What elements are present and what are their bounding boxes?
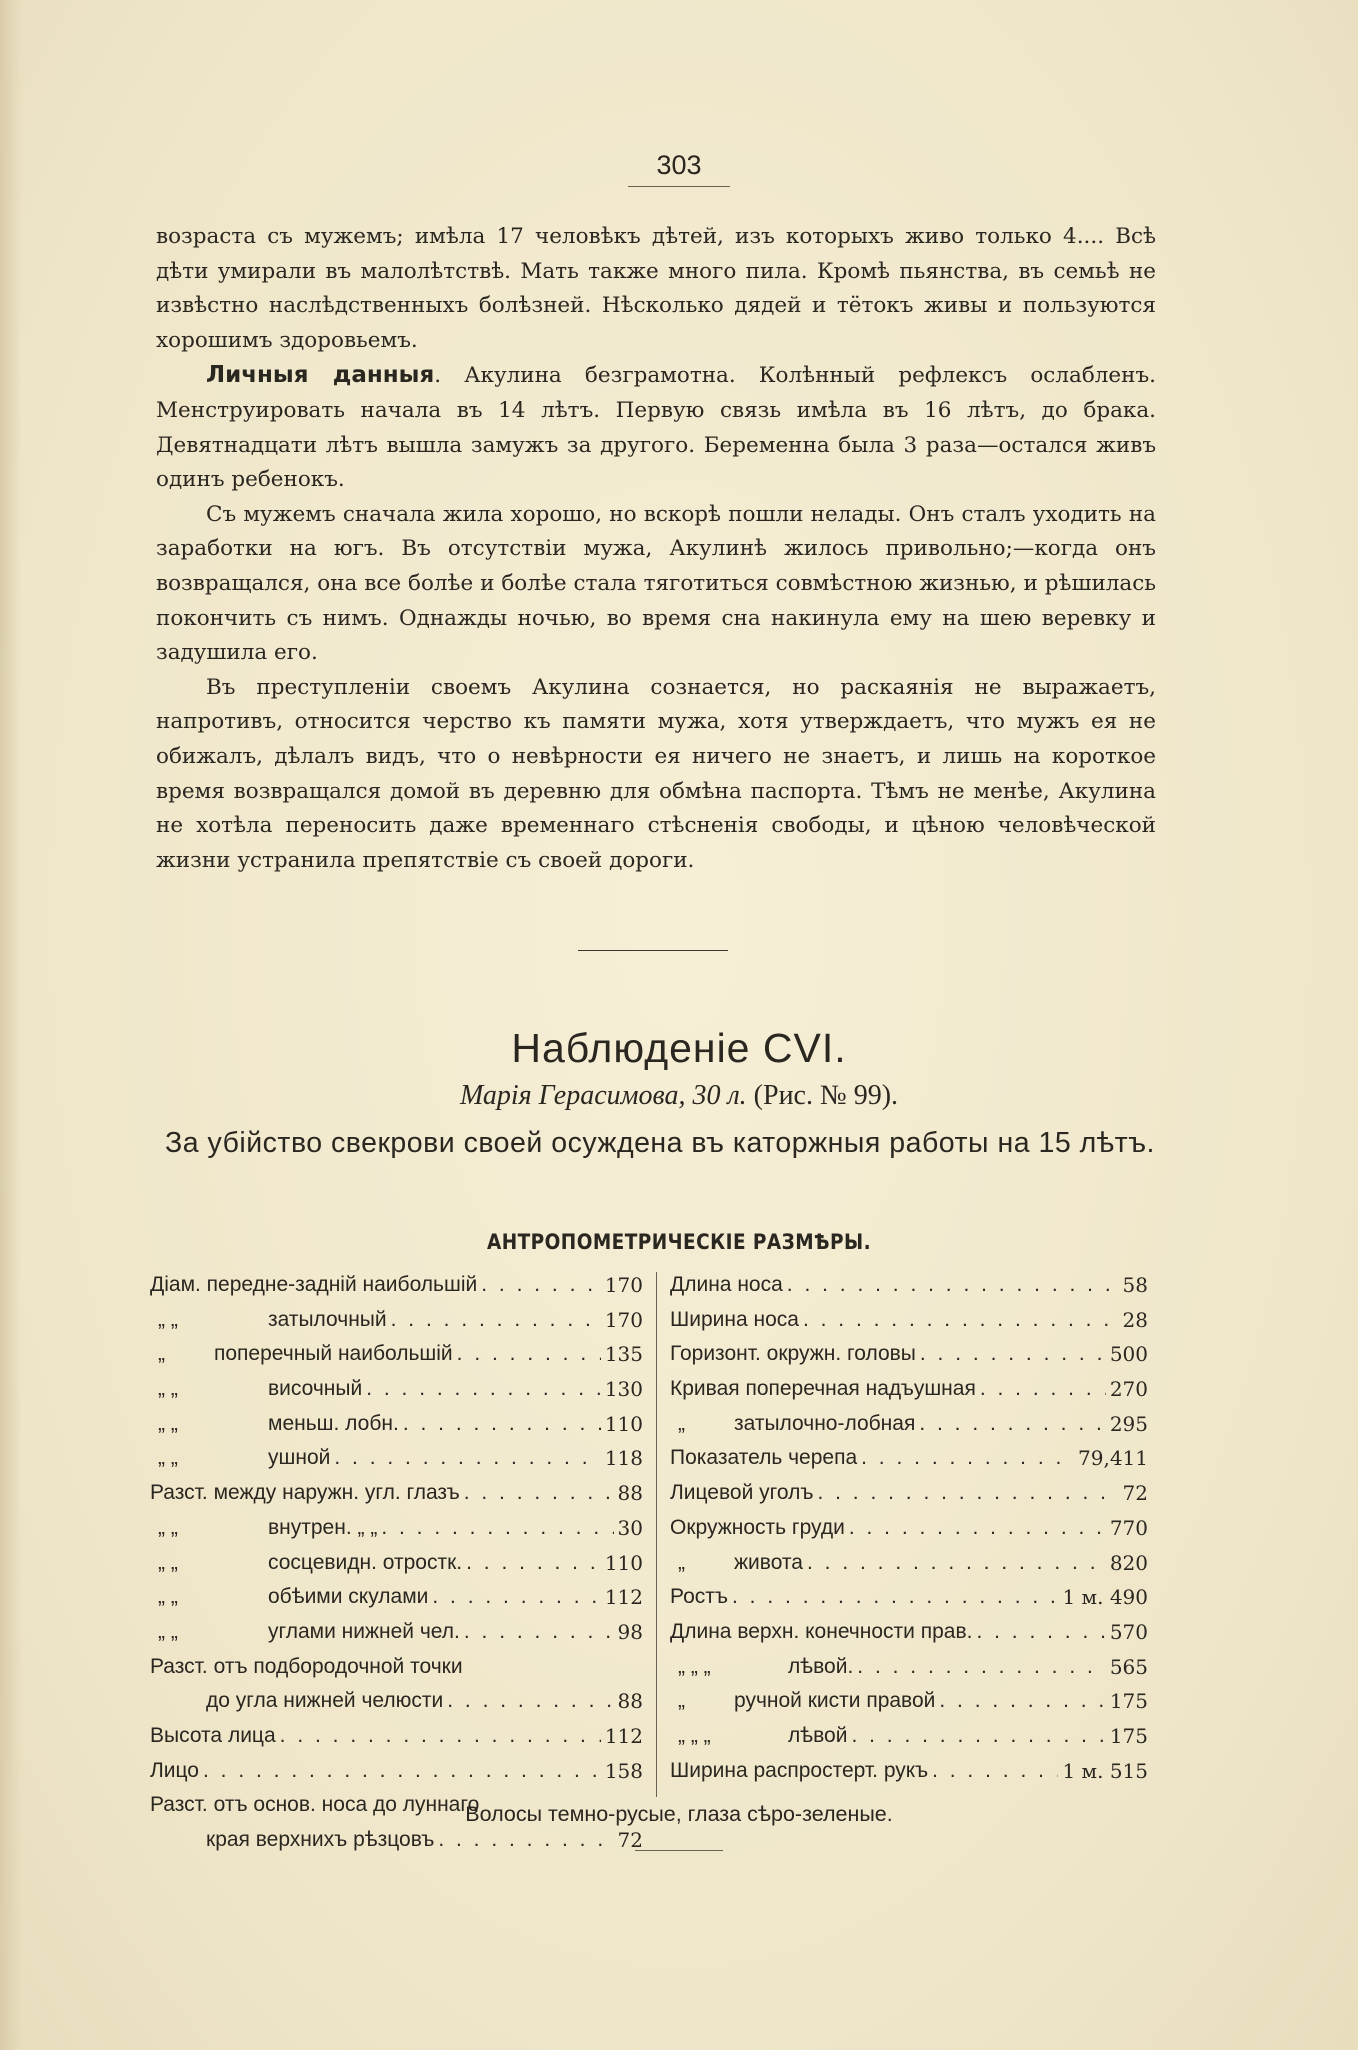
paragraph-1 — [156, 220, 1156, 358]
measurement-label-text: Ширина распростерт. рукъ — [670, 1758, 929, 1782]
measurement-row — [670, 1476, 1148, 1511]
leader-dots — [466, 1546, 601, 1581]
measurement-value: 170 — [604, 1307, 643, 1332]
paragraph-4-text: Въ преступленіи своемъ Акулина сознается, но раскаянія не выражаетъ, напротивъ, относится черство къ памяти мужа, хотя утверждаетъ, что мужъ ея не обижалъ, дѣлалъ видъ, что о невѣрности ея ничего не знаетъ, и лишь на короткое время возвращался домой въ деревню для обмѣна паспорта. Тѣмъ не менѣе, Акулина не хотѣла переносить даже временнаго стѣсненія свободы, и цѣною человѣческой жизни устранила препятствіе съ своей дороги. — [156, 674, 1156, 873]
ditto-mark: „ „ — [158, 1446, 178, 1470]
ditto-mark: „ — [678, 1411, 685, 1435]
measurement-label — [670, 1441, 857, 1476]
measurement-value: 110 — [604, 1550, 643, 1575]
measurement-label-text: Показатель черепа — [670, 1446, 858, 1470]
measurement-label — [670, 1684, 935, 1719]
measurement-label — [670, 1580, 728, 1615]
measurement-label-text: Окружность груди — [670, 1515, 845, 1539]
measurement-row — [670, 1268, 1148, 1303]
measurement-label-text: Ширина носа — [670, 1307, 799, 1331]
measurements-right-column — [670, 1268, 1148, 1788]
subject-name: Марія Герасимова, 30 л. — [459, 1080, 747, 1111]
measurement-label-text: поперечный наибольшій — [214, 1342, 453, 1366]
column-divider — [656, 1272, 657, 1797]
measurement-row — [150, 1650, 643, 1685]
paragraph-2-text: . Акулина безграмотна. Колѣнный рефлексъ ослабленъ. Менструировать начала въ 14 лѣтъ. Первую связь имѣла въ 16 лѣтъ, до брака. Девятнадцати лѣтъ вышла замужъ за другого. Беременна была 3 раза—остался живъ одинъ ребенокъ. — [156, 363, 1156, 493]
leader-dots — [857, 1650, 1106, 1685]
measurement-value: 270 — [1109, 1377, 1148, 1402]
measurement-label — [670, 1546, 803, 1581]
end-rule — [635, 1850, 723, 1851]
measurement-value: 88 — [617, 1481, 643, 1506]
leader-dots — [932, 1754, 1058, 1789]
measurement-row — [150, 1823, 643, 1858]
leader-dots — [432, 1580, 600, 1615]
leader-dots — [381, 1511, 613, 1546]
measurement-label-text: затылочно-лобная — [734, 1411, 916, 1435]
ditto-mark: „ „ — [158, 1585, 178, 1609]
measurement-label-text: ушной — [268, 1446, 331, 1470]
measurement-row — [670, 1337, 1148, 1372]
leader-dots — [849, 1511, 1106, 1546]
measurement-row — [150, 1337, 643, 1372]
measurement-label — [150, 1303, 387, 1338]
measurement-row — [670, 1407, 1148, 1442]
measurement-row — [670, 1441, 1148, 1476]
leader-dots — [447, 1684, 613, 1719]
leader-dots — [851, 1719, 1105, 1754]
measurement-row — [670, 1546, 1148, 1581]
measurement-label — [150, 1337, 453, 1372]
measurement-label — [150, 1441, 330, 1476]
measurement-row — [150, 1372, 643, 1407]
paragraph-3 — [156, 498, 1156, 671]
measurement-row — [670, 1684, 1148, 1719]
measurement-value: 175 — [1109, 1689, 1148, 1714]
leader-dots — [803, 1303, 1119, 1338]
measurement-value: 72 — [617, 1828, 643, 1852]
measurement-label-text: ручной кисти правой — [734, 1689, 936, 1713]
leader-dots — [481, 1268, 601, 1303]
measurement-label — [670, 1303, 799, 1338]
leader-dots — [464, 1476, 614, 1511]
measurement-row — [150, 1615, 643, 1650]
subject-figure-ref: (Рис. № 99). — [753, 1080, 899, 1111]
measurement-value: 112 — [604, 1585, 643, 1610]
measurement-label-text: сосцевидн. отростк. — [268, 1550, 463, 1574]
measurement-label — [150, 1580, 428, 1615]
measurement-label — [670, 1615, 972, 1650]
measurement-value: 130 — [604, 1377, 643, 1402]
measurement-label — [150, 1372, 362, 1407]
measurement-label — [150, 1546, 462, 1581]
measurement-row — [670, 1372, 1148, 1407]
measurements-footnote: Волосы темно-русые, глаза сѣро-зеленые. — [465, 1802, 893, 1826]
measurement-value: 175 — [1109, 1723, 1148, 1748]
leader-dots — [391, 1303, 601, 1338]
measurement-row — [150, 1719, 643, 1754]
measurement-label — [670, 1268, 783, 1303]
measurement-row — [150, 1511, 643, 1546]
measurement-label — [670, 1511, 845, 1546]
measurement-label-text: лѣвой — [788, 1723, 848, 1747]
measurement-row — [150, 1476, 643, 1511]
section-divider — [578, 950, 728, 951]
measurement-label — [150, 1719, 276, 1754]
measurement-value: 58 — [1122, 1273, 1148, 1297]
measurement-label-text: Разст. отъ основ. носа до луннаго — [150, 1793, 480, 1817]
measurement-label-text: обѣими скулами — [268, 1585, 429, 1609]
measurement-row — [670, 1303, 1148, 1338]
measurement-label-text: до угла нижней челюсти — [206, 1689, 444, 1713]
measurement-label — [670, 1719, 847, 1754]
measurement-row — [150, 1580, 643, 1615]
leader-dots — [976, 1615, 1105, 1650]
measurement-value: 135 — [604, 1342, 643, 1367]
measurement-row — [150, 1754, 643, 1789]
measurement-label-text: Кривая поперечная надъушная — [670, 1377, 976, 1401]
leader-dots — [203, 1754, 601, 1789]
observation-sentence: За убійство свекрови своей осуждена въ каторжныя работы на 15 лѣтъ. — [165, 1127, 1155, 1159]
leader-dots — [403, 1407, 601, 1442]
measurement-label — [150, 1650, 463, 1685]
paragraph-4 — [156, 671, 1156, 879]
leader-dots — [280, 1719, 601, 1754]
measurement-label — [670, 1650, 853, 1685]
leader-dots — [787, 1268, 1119, 1303]
measurement-value: 570 — [1109, 1619, 1148, 1644]
measurement-value: 118 — [604, 1446, 643, 1471]
measurement-label — [670, 1754, 928, 1789]
leader-dots — [861, 1441, 1074, 1476]
leader-dots — [438, 1823, 613, 1858]
measurement-value: 565 — [1109, 1654, 1148, 1679]
measurement-label — [670, 1407, 915, 1442]
ditto-mark: „ „ — [158, 1550, 178, 1574]
measurement-label — [150, 1754, 199, 1789]
measurement-row — [150, 1441, 643, 1476]
paragraph-2-lead: Личныя данныя — [206, 362, 435, 389]
measurement-label-text: височный — [268, 1377, 363, 1401]
measurement-label — [670, 1372, 976, 1407]
measurement-row — [670, 1754, 1148, 1789]
measurement-label-text: Лицо — [150, 1758, 199, 1782]
measurement-label — [670, 1337, 916, 1372]
measurement-value: 98 — [617, 1619, 643, 1644]
leader-dots — [366, 1372, 601, 1407]
measurement-label-text: лѣвой. — [788, 1654, 854, 1678]
measurement-label-text: углами нижней чел. — [268, 1619, 460, 1643]
measurement-row — [670, 1650, 1148, 1685]
measurement-row — [670, 1615, 1148, 1650]
measurement-label-text: Лицевой уголъ — [670, 1481, 814, 1505]
ditto-mark: „ „ — [158, 1619, 178, 1643]
measurement-label-text: Длина верхн. конечности прав. — [670, 1619, 973, 1643]
observation-title: Наблюденіе CVI. — [511, 1025, 847, 1071]
leader-dots — [919, 1407, 1105, 1442]
measurement-value: 820 — [1109, 1550, 1148, 1575]
measurement-value: 110 — [604, 1411, 643, 1436]
measurement-label-text: края верхнихъ рѣзцовъ — [206, 1828, 435, 1851]
measurement-label-text: внутрен. „ „ — [268, 1515, 378, 1539]
measurement-value: 170 — [604, 1273, 643, 1297]
ditto-mark: „ „ „ — [678, 1654, 711, 1678]
measurement-label — [150, 1823, 434, 1858]
ditto-mark: „ — [678, 1550, 685, 1574]
measurement-label-text: затылочный — [268, 1307, 387, 1331]
paragraph-2 — [156, 358, 1156, 497]
measurement-row — [150, 1268, 643, 1303]
leader-dots — [920, 1337, 1106, 1372]
measurement-label-text: Разст. между наружн. угл. глазъ — [150, 1481, 460, 1505]
leader-dots — [939, 1684, 1105, 1719]
page-number-rule — [628, 186, 730, 187]
measurement-row — [670, 1719, 1148, 1754]
observation-subject — [0, 1080, 1358, 1112]
measurement-row — [150, 1546, 643, 1581]
measurements-heading: АНТРОПОМЕТРИЧЕСКІЕ РАЗМѢРЫ. — [486, 1230, 872, 1254]
measurement-label-text: Діам. передне-задній наибольшій — [150, 1273, 478, 1296]
measurement-value: 158 — [604, 1758, 643, 1783]
measurement-value: 1 м. 490 — [1062, 1585, 1148, 1610]
measurement-value: 500 — [1109, 1342, 1148, 1367]
measurement-value: 112 — [604, 1723, 643, 1748]
measurement-value: 72 — [1122, 1481, 1148, 1506]
measurement-label-text: меньш. лобн. — [268, 1411, 399, 1435]
measurement-row — [670, 1511, 1148, 1546]
leader-dots — [464, 1615, 614, 1650]
measurement-value: 770 — [1109, 1515, 1148, 1540]
measurement-row — [150, 1407, 643, 1442]
measurement-label — [150, 1268, 477, 1303]
measurements-left-column — [150, 1268, 643, 1858]
ditto-mark: „ „ — [158, 1411, 178, 1435]
body-text — [156, 220, 1156, 878]
measurement-label — [150, 1407, 399, 1442]
measurement-value: 30 — [617, 1515, 643, 1540]
measurement-row — [150, 1684, 643, 1719]
measurement-label — [150, 1615, 460, 1650]
measurement-label-text: Длина носа — [670, 1273, 783, 1296]
leader-dots — [817, 1476, 1118, 1511]
measurement-label — [150, 1476, 460, 1511]
measurement-label — [150, 1511, 377, 1546]
leader-dots — [980, 1372, 1106, 1407]
leader-dots — [334, 1441, 600, 1476]
ditto-mark: „ — [678, 1689, 685, 1713]
measurement-label-text: Высота лица — [150, 1723, 276, 1747]
measurement-label — [670, 1476, 813, 1511]
ditto-mark: „ „ — [158, 1515, 178, 1539]
measurement-label-text: Разст. отъ подбородочной точки — [150, 1654, 463, 1678]
measurement-value: 79,411 — [1078, 1446, 1148, 1471]
ditto-mark: „ — [158, 1342, 165, 1366]
measurement-value: 28 — [1122, 1307, 1148, 1332]
paragraph-1-text: возраста съ мужемъ; имѣла 17 человѣкъ дѣтей, изъ которыхъ живо только 4.... Всѣ дѣти умирали въ малолѣтствѣ. Мать также много пила. Кромѣ пьянства, въ семьѣ не извѣстно наслѣдственныхъ болѣзней. Нѣсколько дядей и тётокъ живы и пользуются хорошимъ здоровьемъ. — [156, 224, 1156, 353]
leader-dots — [732, 1580, 1058, 1615]
measurement-row — [670, 1580, 1148, 1615]
measurement-value: 88 — [617, 1689, 643, 1714]
ditto-mark: „ „ — [158, 1307, 178, 1331]
measurement-label — [150, 1684, 443, 1719]
measurement-value: 295 — [1109, 1411, 1148, 1436]
measurement-row — [150, 1303, 643, 1338]
leader-dots — [807, 1546, 1106, 1581]
measurement-value: 1 м. 515 — [1062, 1758, 1148, 1783]
measurement-label-text: живота — [734, 1550, 803, 1574]
ditto-mark: „ „ — [158, 1377, 178, 1401]
page-number: 303 — [656, 150, 702, 180]
paragraph-3-text: Съ мужемъ сначала жила хорошо, но вскорѣ пошли нелады. Онъ сталъ уходить на заработки на югъ. Въ отсутствіи мужа, Акулинѣ жилось привольно;—когда онъ возвращался, она все болѣе и болѣе стала тяготиться совмѣстною жизнью, и рѣшилась покончить съ нимъ. Однажды ночью, во время сна накинула ему на шею веревку и задушила его. — [156, 501, 1156, 666]
measurement-label-text: Горизонт. окружн. головы — [670, 1342, 916, 1366]
ditto-mark: „ „ „ — [678, 1723, 711, 1747]
leader-dots — [457, 1337, 601, 1372]
measurement-label-text: Ростъ — [670, 1585, 729, 1609]
